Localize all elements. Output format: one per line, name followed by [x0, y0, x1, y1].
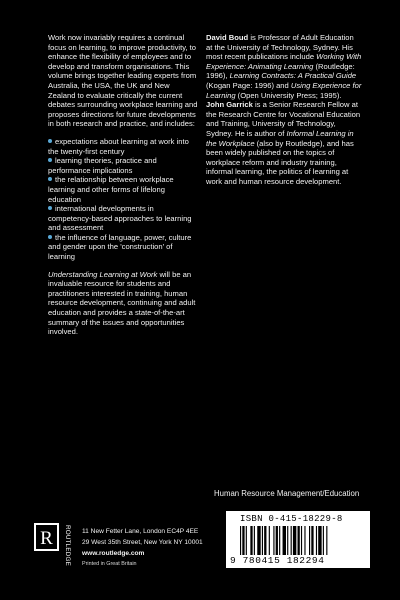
ean-number: 9 780415 182294 [230, 555, 325, 566]
bullet-item: the influence of language, power, culture and gender upon the 'construction' of learning [48, 232, 192, 262]
bullet-icon [48, 177, 52, 181]
author-bio-boud: David Boud is Professor of Adult Education at the University of Technology, Sydney. His most recent publications include Working With Experience: Animating Learning (Routledge: 1996), Learning Contracts: A Practical Guide (Kogan Page: 1996) and Using Experience for Learning (Open University Press; 1995). [206, 33, 362, 100]
bullet-item: expectations about learning at work into the twenty-first century [48, 136, 189, 156]
bullet-icon [48, 235, 52, 239]
author-name: John Garrick [206, 100, 253, 110]
author-name: David Boud [206, 33, 249, 42]
intro-paragraph: Work now invariably requires a continual focus on learning, to improve productivity, to enhance the flexibility of employees and to develop and transform organisations. This volume brings together leading experts from Australia, the USA, the UK and New Zealand to evaluate critically the current debates surrounding workplace learning and proposes directions for future developments in both research and practice, and includes: [48, 33, 198, 129]
bullet-item: international developments in competency-based approaches to learning and assessment [48, 204, 192, 233]
bullet-icon [48, 206, 52, 210]
isbn-label: ISBN 0-415-18229-8 [240, 514, 343, 524]
book-title: Understanding Learning at Work [48, 269, 158, 279]
printed-note: Printed in Great Britain [82, 561, 137, 567]
routledge-logo-icon [33, 521, 73, 571]
barcode-panel [226, 511, 370, 568]
left-column [48, 33, 198, 345]
subject-category: Human Resource Management/Education [214, 489, 360, 498]
publisher-website[interactable]: www.routledge.com [82, 550, 145, 557]
right-column [206, 33, 362, 195]
closing-paragraph: Understanding Learning at Work will be an invaluable resource for students and practitioners interested in training, human resource development, continuing and adult education and provides a state-of-the-art summary of the issues and opportunities involved. [48, 269, 196, 337]
svg-text:ROUTLEDGE: ROUTLEDGE [64, 525, 71, 566]
bullet-item: learning theories, practice and performance implications [48, 156, 157, 175]
bullet-item: the relationship between workplace learning and other forms of lifelong education [48, 175, 174, 204]
address-newyork: 29 West 35th Street, New York NY 10001 [82, 539, 203, 546]
svg-text:R: R [40, 528, 53, 549]
barcode-icon [240, 526, 358, 555]
publisher-address [82, 526, 203, 569]
bullet-list [48, 137, 198, 262]
bullet-icon [48, 158, 52, 162]
bullet-icon [48, 139, 52, 143]
author-bio-garrick: John Garrick is a Senior Research Fellow at the Research Centre for Vocational Education and Training, University of Technology, Sydney. He is author of Informal Learning in the Workplace (also by Routledge), and has been widely published on the topics of workplace reform and industry training, informal learning, the politics of learning at work and human resource development. [206, 100, 361, 186]
address-london: 11 New Fetter Lane, London EC4P 4EE [82, 528, 199, 535]
